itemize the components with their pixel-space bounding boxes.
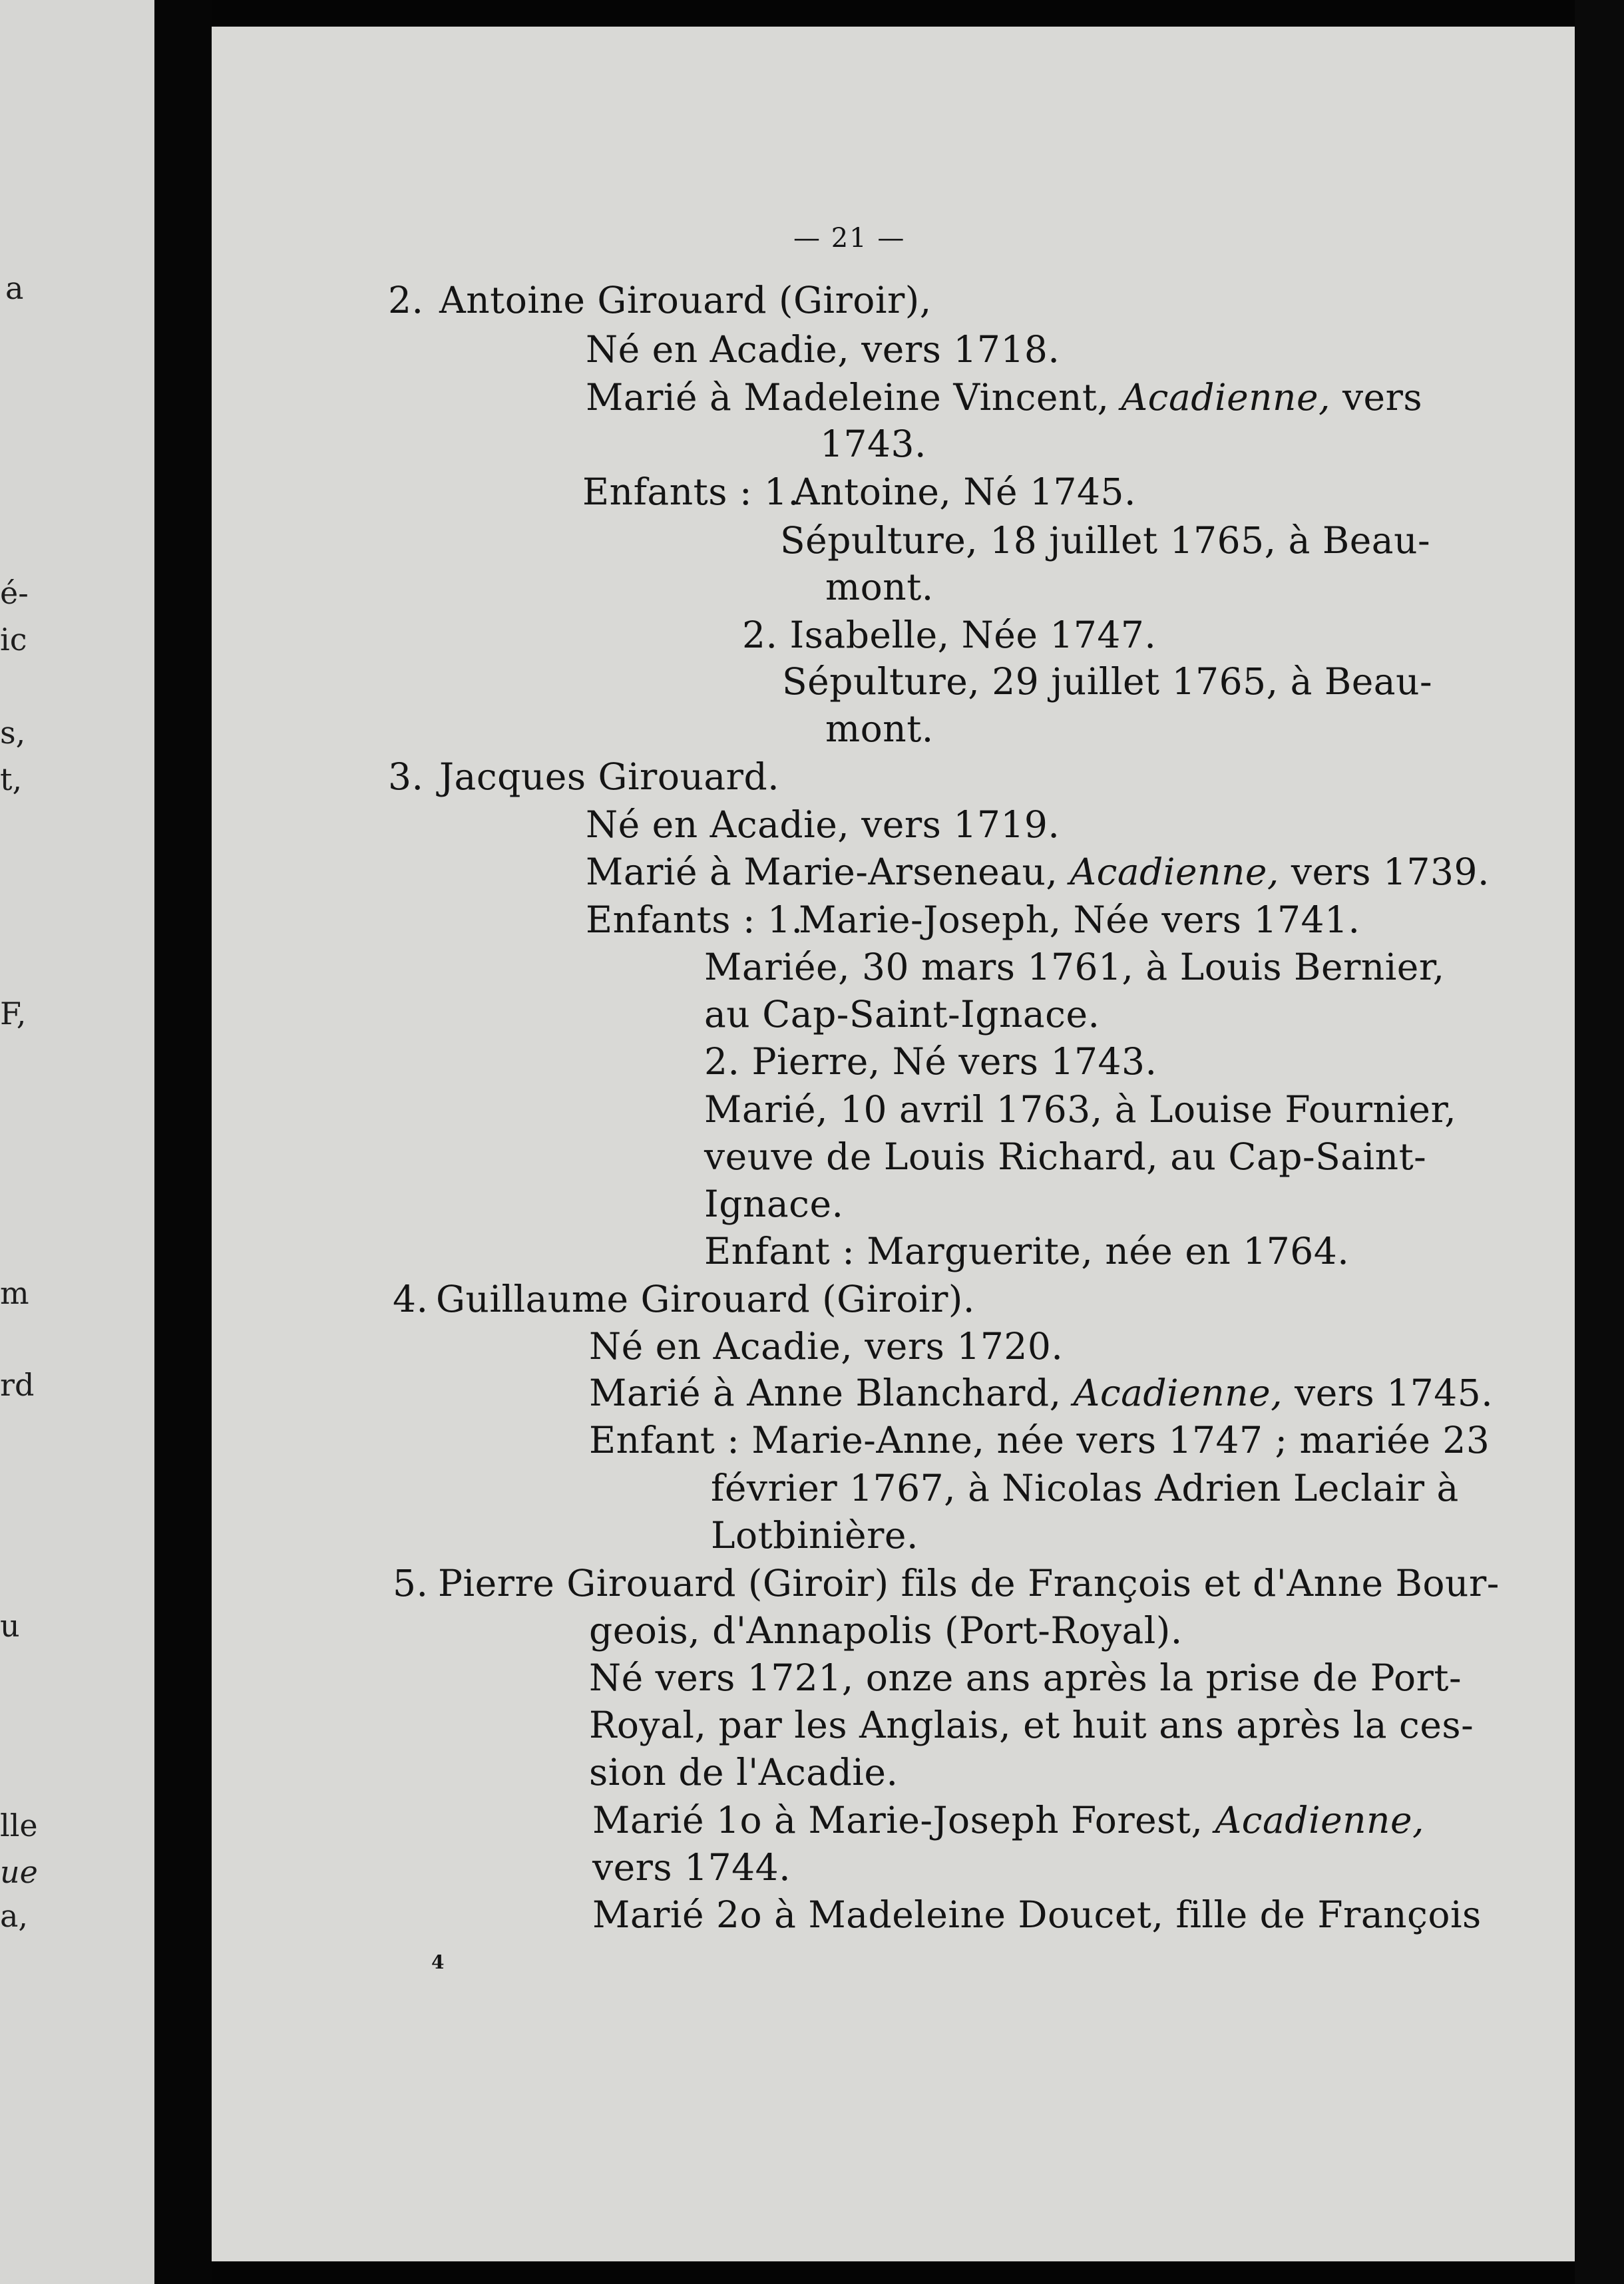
margin-fragment: ue [0, 1854, 38, 1890]
children-label: Enfants : 1. [582, 471, 800, 513]
scan-border [1575, 0, 1624, 2284]
entry-number: 4. [393, 1278, 429, 1320]
child-line: Enfant : Marguerite, née en 1764. [704, 1230, 1350, 1272]
entry-marriage-second: Marié 2o à Madeleine Doucet, fille de François [592, 1893, 1482, 1936]
entry-number: 2. [388, 279, 424, 321]
entry-marriage: Marié 1o à Marie-Joseph Forest, Acadienne, [592, 1799, 1424, 1841]
margin-fragment: rd [0, 1367, 35, 1403]
child-line: février 1767, à Nicolas Adrien Leclair à [711, 1467, 1459, 1509]
child-line: Antoine, Né 1745. [793, 471, 1136, 513]
child-line: Mariée, 30 mars 1761, à Louis Bernier, [704, 946, 1445, 988]
child-line: au Cap-Saint-Ignace. [704, 993, 1100, 1036]
child-line: Marié, 10 avril 1763, à Louise Fournier, [704, 1088, 1457, 1131]
entry-birth: Né vers 1721, onze ans après la prise de Port- [589, 1656, 1462, 1699]
child-line: Sépulture, 18 juillet 1765, à Beau- [780, 519, 1431, 562]
entry-marriage-cont: vers 1744. [592, 1846, 791, 1889]
entry-name-cont: geois, d'Annapolis (Port-Royal). [589, 1609, 1183, 1652]
entry-number: 3. [388, 755, 424, 798]
left-page-edge [0, 0, 154, 2284]
entry-name: Guillaume Girouard (Giroir). [436, 1278, 975, 1320]
margin-fragment: F, [0, 996, 27, 1032]
margin-fragment: t, [0, 761, 23, 797]
entry-number: 5. [393, 1562, 429, 1605]
child-line: Marie-Joseph, Née vers 1741. [799, 898, 1360, 941]
signature-mark: 4 [431, 1951, 445, 1973]
entry-birth: sion de l'Acadie. [589, 1751, 899, 1794]
child-line: Enfant : Marie-Anne, née vers 1747 ; mariée 23 [589, 1419, 1490, 1461]
margin-fragment: s, [0, 715, 26, 751]
margin-fragment: m [0, 1275, 29, 1311]
margin-fragment: u [0, 1608, 20, 1644]
margin-fragment: a [5, 270, 24, 306]
child-line: veuve de Louis Richard, au Cap-Saint- [704, 1135, 1427, 1178]
margin-fragment: lle [0, 1808, 38, 1843]
entry-birth: Né en Acadie, vers 1718. [586, 328, 1060, 371]
margin-fragment: é- [0, 575, 29, 611]
entry-birth: Royal, par les Anglais, et huit ans après la ces- [589, 1704, 1474, 1746]
book-gutter [154, 0, 212, 2284]
margin-fragment: ic [0, 622, 27, 658]
child-line: 2. Pierre, Né vers 1743. [704, 1040, 1157, 1083]
entry-marriage: Marié à Marie-Arseneau, Acadienne, vers 1739. [586, 851, 1490, 893]
child-line: mont. [825, 566, 934, 608]
child-line: mont. [825, 707, 934, 750]
entry-marriage-cont: 1743. [820, 423, 926, 465]
entry-name: Antoine Girouard (Giroir), [439, 279, 932, 321]
entry-marriage: Marié à Madeleine Vincent, Acadienne, vers [586, 376, 1423, 419]
entry-name: Pierre Girouard (Giroir) fils de François et d'Anne Bour- [438, 1562, 1500, 1605]
page-number: — 21 — [793, 223, 906, 254]
child-line: Lotbinière. [711, 1514, 918, 1557]
margin-fragment: a, [0, 1898, 29, 1934]
entry-name: Jacques Girouard. [439, 755, 780, 798]
entry-marriage: Marié à Anne Blanchard, Acadienne, vers 1745. [589, 1372, 1494, 1414]
entry-birth: Né en Acadie, vers 1720. [589, 1325, 1064, 1368]
entry-birth: Né en Acadie, vers 1719. [586, 803, 1060, 846]
child-line: Sépulture, 29 juillet 1765, à Beau- [782, 660, 1433, 703]
children-label: Enfants : 1. [586, 898, 803, 941]
child-line: Ignace. [704, 1183, 844, 1225]
child-line: 2. Isabelle, Née 1747. [742, 614, 1157, 656]
